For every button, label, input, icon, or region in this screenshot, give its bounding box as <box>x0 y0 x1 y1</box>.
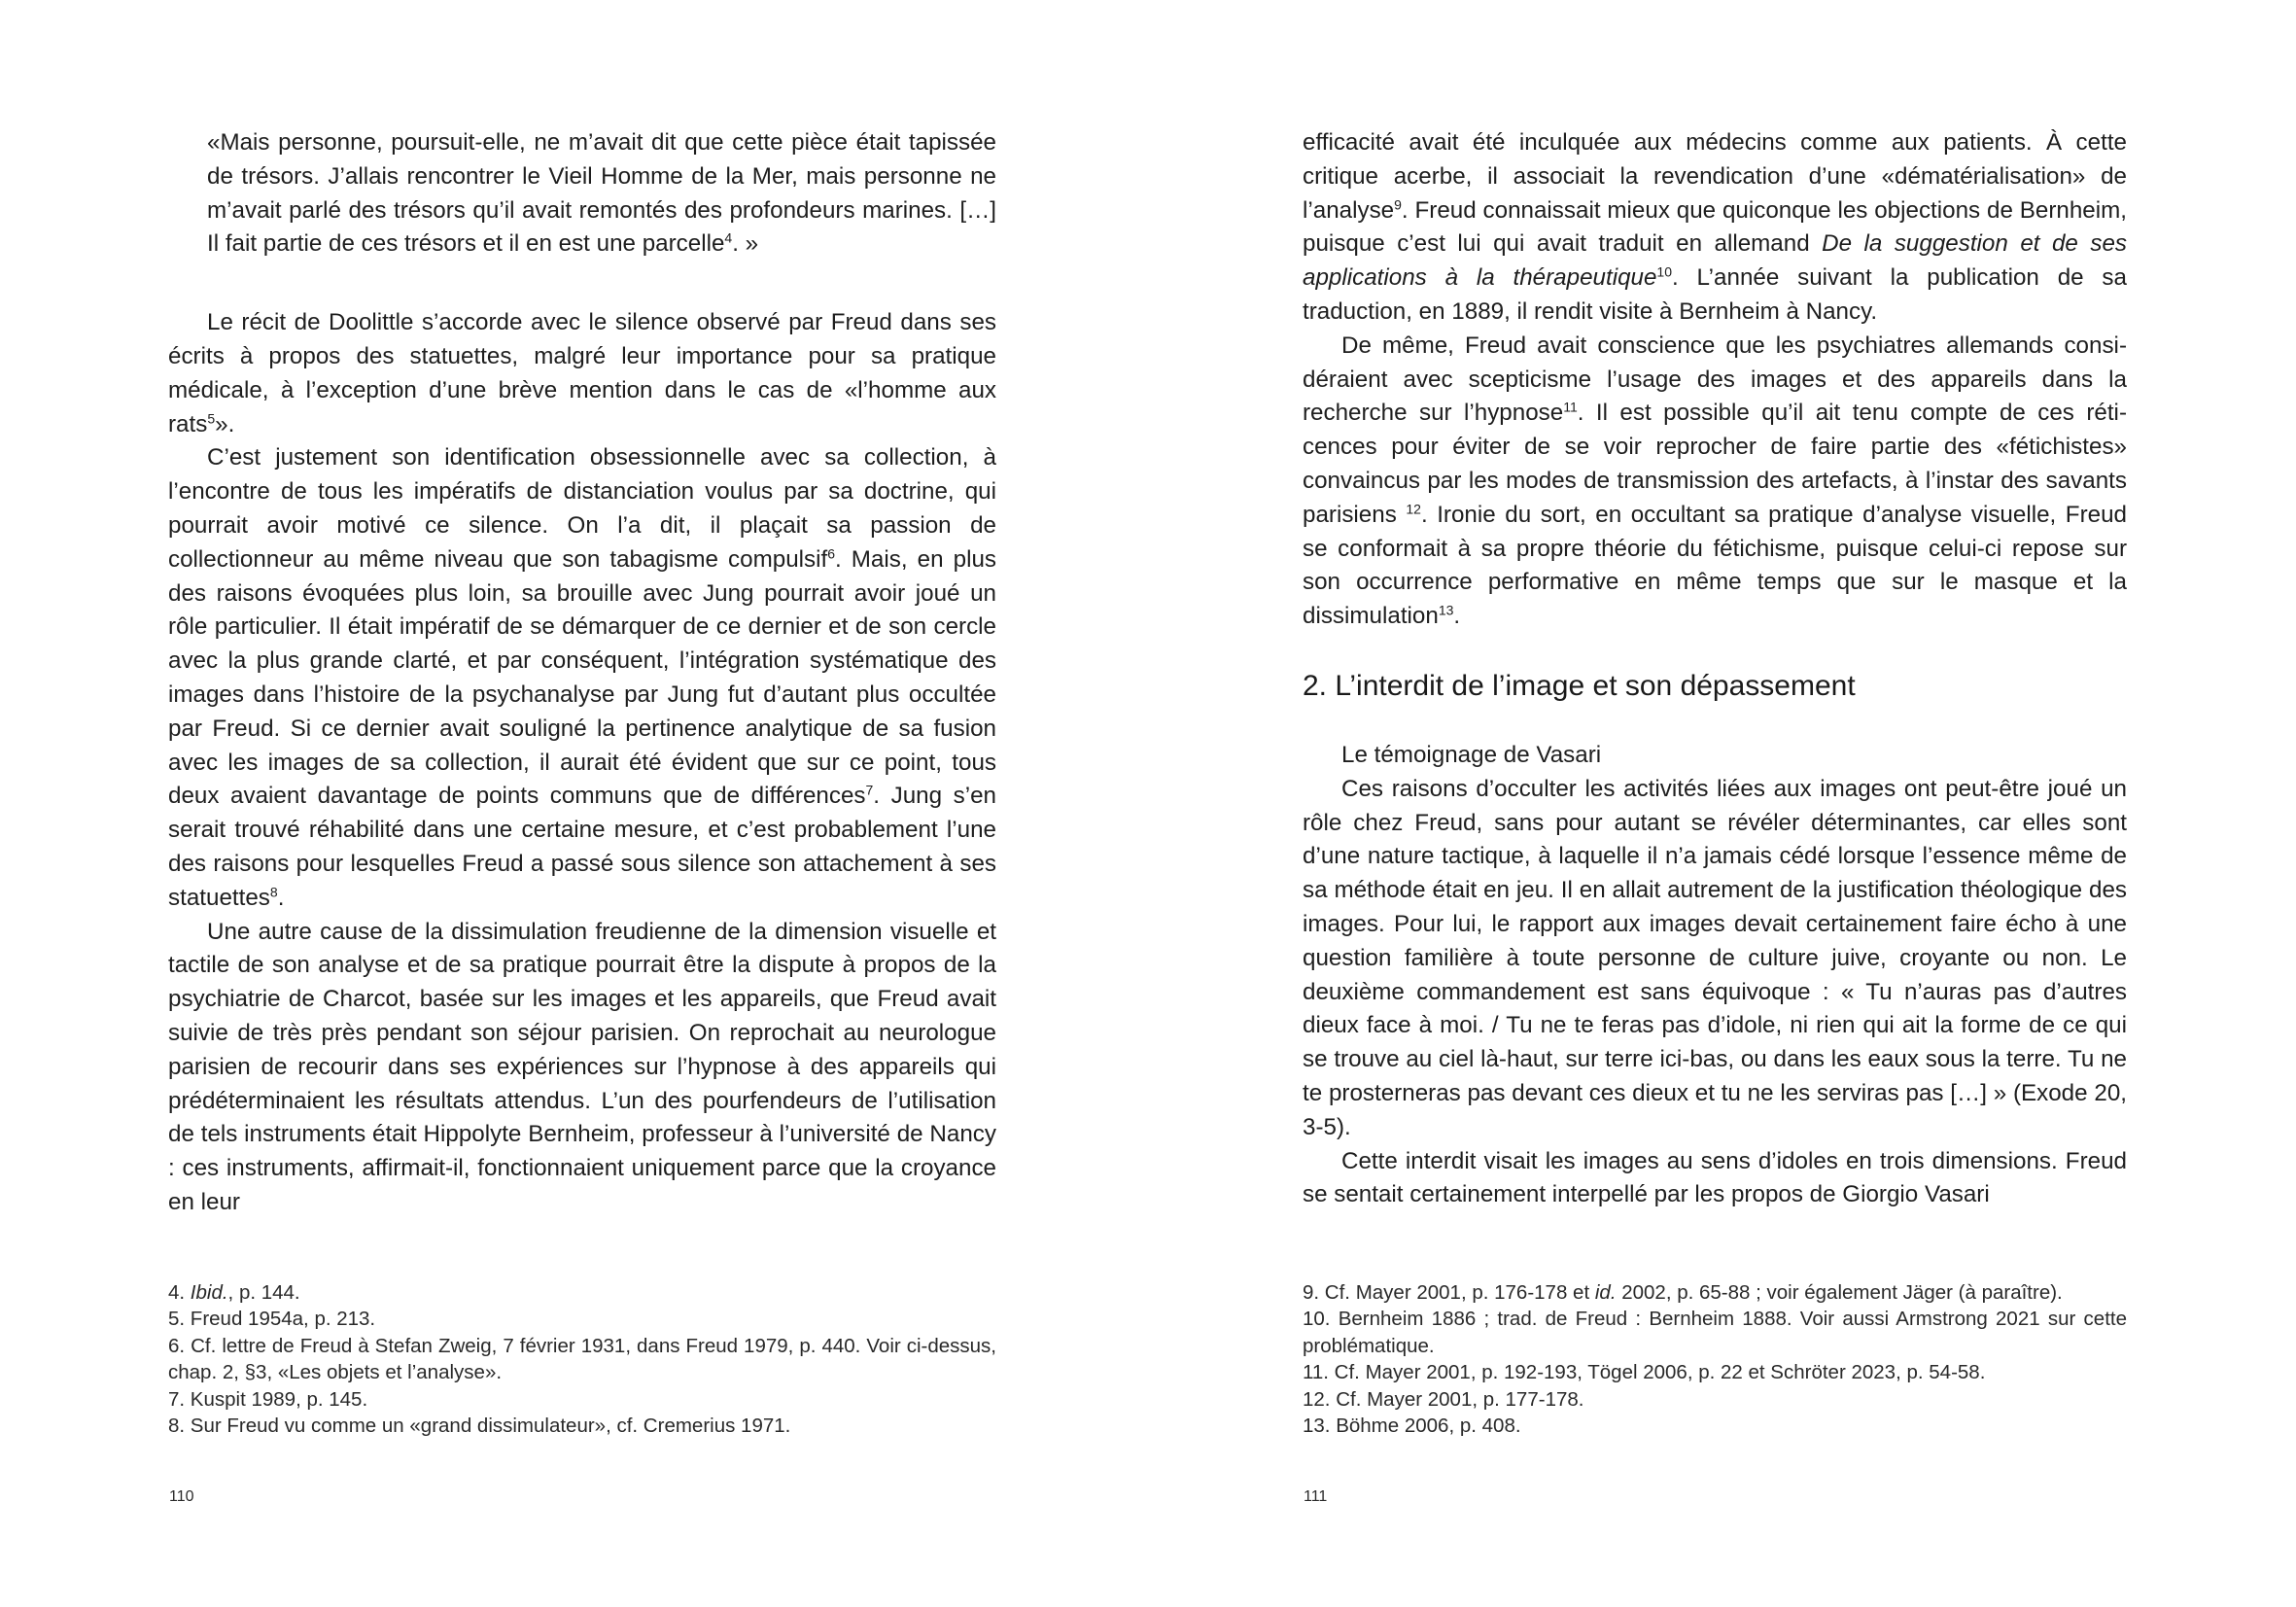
body-paragraph: Une autre cause de la dissimulation freudienne de la dimension visuelle et tactile de son analyse et de sa pratique pourrait être la dispute à propos de la psychiatrie de Charcot, basée sur les images et les appareils, que Freud avait suivie de très près pendant son séjour parisien. On reprochait au neurologue parisien de recourir dans ses expériences sur l’hypnose à des appareils qui prédéterminaient les résultats attendus. L’un des pourfendeurs de l’utilisation de tels instruments était Hippolyte Bernheim, professeur à l’université de Nancy : ces instruments, affirmait-il, fonctionnaient uniquement parce que la croyance en leur <box>168 918 996 1215</box>
body-paragraph: C’est justement son identification obsessionnelle avec sa collection, à l’encontre de tous les impératifs de distanciation voulus par sa doctrine, qui pourrait avoir motivé ce silence. On l’a dit, il plaçait sa passion de collectionneur au même niveau que son tabagisme compulsif$^6$. Mais, en plus des raisons évoquées plus loin, sa brouille avec Jung pourrait avoir joué un rôle particulier. Il était impératif de se démarquer de ce dernier et de son cercle avec la plus grande clarté, et par conséquent, l’intégration systématique des images dans l’histoire de la psychanalyse par Jung fut d’autant plus occultée par Freud. Si ce dernier avait souligné la pertinence analytique de sa fusion avec les images de sa collection, il aurait été évident que sur ce point, tous deux avaient davantage de points communs que de différences$^7$. Jung s’en serait trouvé réhabilité dans une certaine mesure, et c’est probablement l’une des raisons pour lesquelles Freud a passé sous silence son attachement à ses statuettes$^8$. <box>168 444 996 911</box>
subheading: Le témoignage de Vasari <box>1341 741 1602 768</box>
right-paragraphs-after <box>1303 773 2127 1212</box>
left-footnotes <box>168 1279 996 1439</box>
footnote-number: 10. <box>1303 1308 1339 1331</box>
footnote-ref[interactable]: 9 <box>1394 195 1402 212</box>
page-number: 111 <box>1304 1488 1328 1505</box>
body-paragraph: Le récit de Doolittle s’accorde avec le silence observé par Freud dans ses écrits à propos des statuettes, malgré leur importance pour sa pratique médicale, à l’exception d’une brève mention dans le cas de «l’homme aux rats$^5$». <box>168 309 996 437</box>
footnote: 13. Böhme 2006, p. 408. <box>1303 1415 1521 1438</box>
italic-text: Ibid. <box>190 1281 228 1304</box>
footnote: 4. Ibid., p. 144. <box>168 1281 300 1304</box>
block-quote <box>207 126 996 262</box>
footnote: 12. Cf. Mayer 2001, p. 177-178. <box>1303 1387 1584 1411</box>
footnote-ref[interactable]: 4 <box>724 229 733 246</box>
footnote-number: 4. <box>168 1281 191 1304</box>
footnote-ref[interactable]: 12 <box>1406 501 1421 517</box>
footnote-ref[interactable]: 8 <box>269 884 278 900</box>
left-paragraphs <box>168 306 996 1220</box>
footnote: 9. Cf. Mayer 2001, p. 176-178 et id. 2002, p. 65-88 ; voir également Jäger (à paraître). <box>1303 1281 2063 1304</box>
page-number: 110 <box>169 1488 194 1505</box>
right-page <box>1148 0 2296 1607</box>
footnote: 11. Cf. Mayer 2001, p. 192-193, Tögel 2006, p. 22 et Schröter 2023, p. 54-58. <box>1303 1361 1986 1384</box>
footnote: 7. Kuspit 1989, p. 145. <box>168 1387 368 1411</box>
left-body-column <box>168 126 996 1220</box>
body-paragraph: Cette interdit visait les images au sens d’idoles en trois dimensions. Freud se sentait certainement interpellé par les propos de Giorgio Vasari <box>1303 1147 2127 1208</box>
footnote-number: 12. <box>1303 1387 1337 1411</box>
footnote-ref[interactable]: 13 <box>1438 602 1454 618</box>
footnote-ref[interactable]: 11 <box>1563 399 1578 415</box>
footnote-ref[interactable]: 6 <box>827 545 835 562</box>
right-paragraphs-before <box>1303 126 2127 634</box>
section-heading: 2. L’interdit de l’image et son dépassement <box>1303 669 1856 702</box>
footnote: 6. Cf. lettre de Freud à Stefan Zweig, 7 février 1931, dans Freud 1979, p. 440. Voir ci-dessus, chap. 2, §3, «Les objets et l’analyse». <box>168 1334 996 1384</box>
footnote-number: 13. <box>1303 1415 1337 1438</box>
right-body-column <box>1303 126 2127 1212</box>
quote-text: «Mais personne, poursuit-elle, ne m’avait dit que cette pièce était tapissée de trésors. J’allais rencontrer le Vieil Homme de la Mer, mais personne ne m’avait parlé des trésors qu’il avait remontés des profondeurs marines. […] Il fait partie de ces trésors et il en est une parcelle <box>207 129 996 258</box>
footnote-ref[interactable]: 7 <box>865 782 874 798</box>
italic-text: id. <box>1594 1281 1617 1304</box>
italic-text: De la suggestion et de ses applications à la thérapeutique <box>1303 230 2127 292</box>
footnote-number: 5. <box>168 1308 191 1331</box>
footnote-number: 8. <box>168 1415 191 1438</box>
body-paragraph: Ces raisons d’occulter les activités liées aux images ont peut-être joué un rôle chez Freud, sans pour autant se révéler déterminantes, car elles sont d’une nature tactique, à laquelle il n’a jamais cédé lorsque l’essence même de sa méthode était en jeu. Il en allait autrement de la justification théologique des images. Pour lui, le rapport aux images devait certainement faire écho à une question familière à toute personne de culture juive, croyante ou non. Le deuxième commandement est sans équivoque : « Tu n’auras pas d’autres dieux face à moi. / Tu ne te feras pas d’idole, ni rien qui ait la forme de ce qui se trouve au ciel là-haut, sur terre ici-bas, ou dans les eaux sous la terre. Tu ne te prosterneras pas devant ces dieux et tu ne les serviras pas […] » (Exode 20, 3-5). <box>1303 775 2127 1140</box>
right-footnotes <box>1303 1279 2127 1439</box>
quote-tail: . » <box>732 230 759 258</box>
footnote-number: 7. <box>168 1387 191 1411</box>
footnote: 5. Freud 1954a, p. 213. <box>168 1308 376 1331</box>
body-paragraph: efficacité avait été inculquée aux médecins comme aux patients. À cette critique acerbe, il associait la revendication d’une «dématérialisation» de l’analyse$^9$. Freud connaissait mieux que quiconque les objections de Bernheim, puisque c’est lui qui avait traduit en allemand De la suggestion et de ses applications à la thérapeutique$^{10}$. L’année suivant la publication de sa traduction, en 1889, il rendit visite à Bernheim à Nancy. <box>1303 129 2127 325</box>
spacer <box>168 262 996 306</box>
footnote: 10. Bernheim 1886 ; trad. de Freud : Bernheim 1888. Voir aussi Armstrong 2021 sur cette problématique. <box>1303 1308 2127 1357</box>
footnote-ref[interactable]: 10 <box>1656 263 1673 280</box>
footnote-number: 6. <box>168 1334 191 1357</box>
footnote: 8. Sur Freud vu comme un «grand dissimulateur», cf. Cremerius 1971. <box>168 1415 791 1438</box>
footnote-number: 11. <box>1303 1361 1335 1384</box>
body-paragraph: De même, Freud avait conscience que les psychiatres allemands considéraient avec scepticisme l’usage des images et des appareils dans la recherche sur l’hypnose$^{11}$. Il est possible qu’il ait tenu compte de ces réticences pour éviter de se voir reprocher de faire partie des «fétichistes» convaincus par les modes de transmission des artefacts, à l’instar des savants parisiens $^{12}$. Ironie du sort, en occultant sa pratique d’analyse visuelle, Freud se conformait à sa propre théorie du fétichisme, puisque celui-ci repose sur son occurrence performative en même temps que sur le masque et la dissimulation$^{13}$. <box>1303 332 2127 630</box>
footnote-number: 9. <box>1303 1281 1325 1304</box>
footnote-ref[interactable]: 5 <box>207 409 216 426</box>
